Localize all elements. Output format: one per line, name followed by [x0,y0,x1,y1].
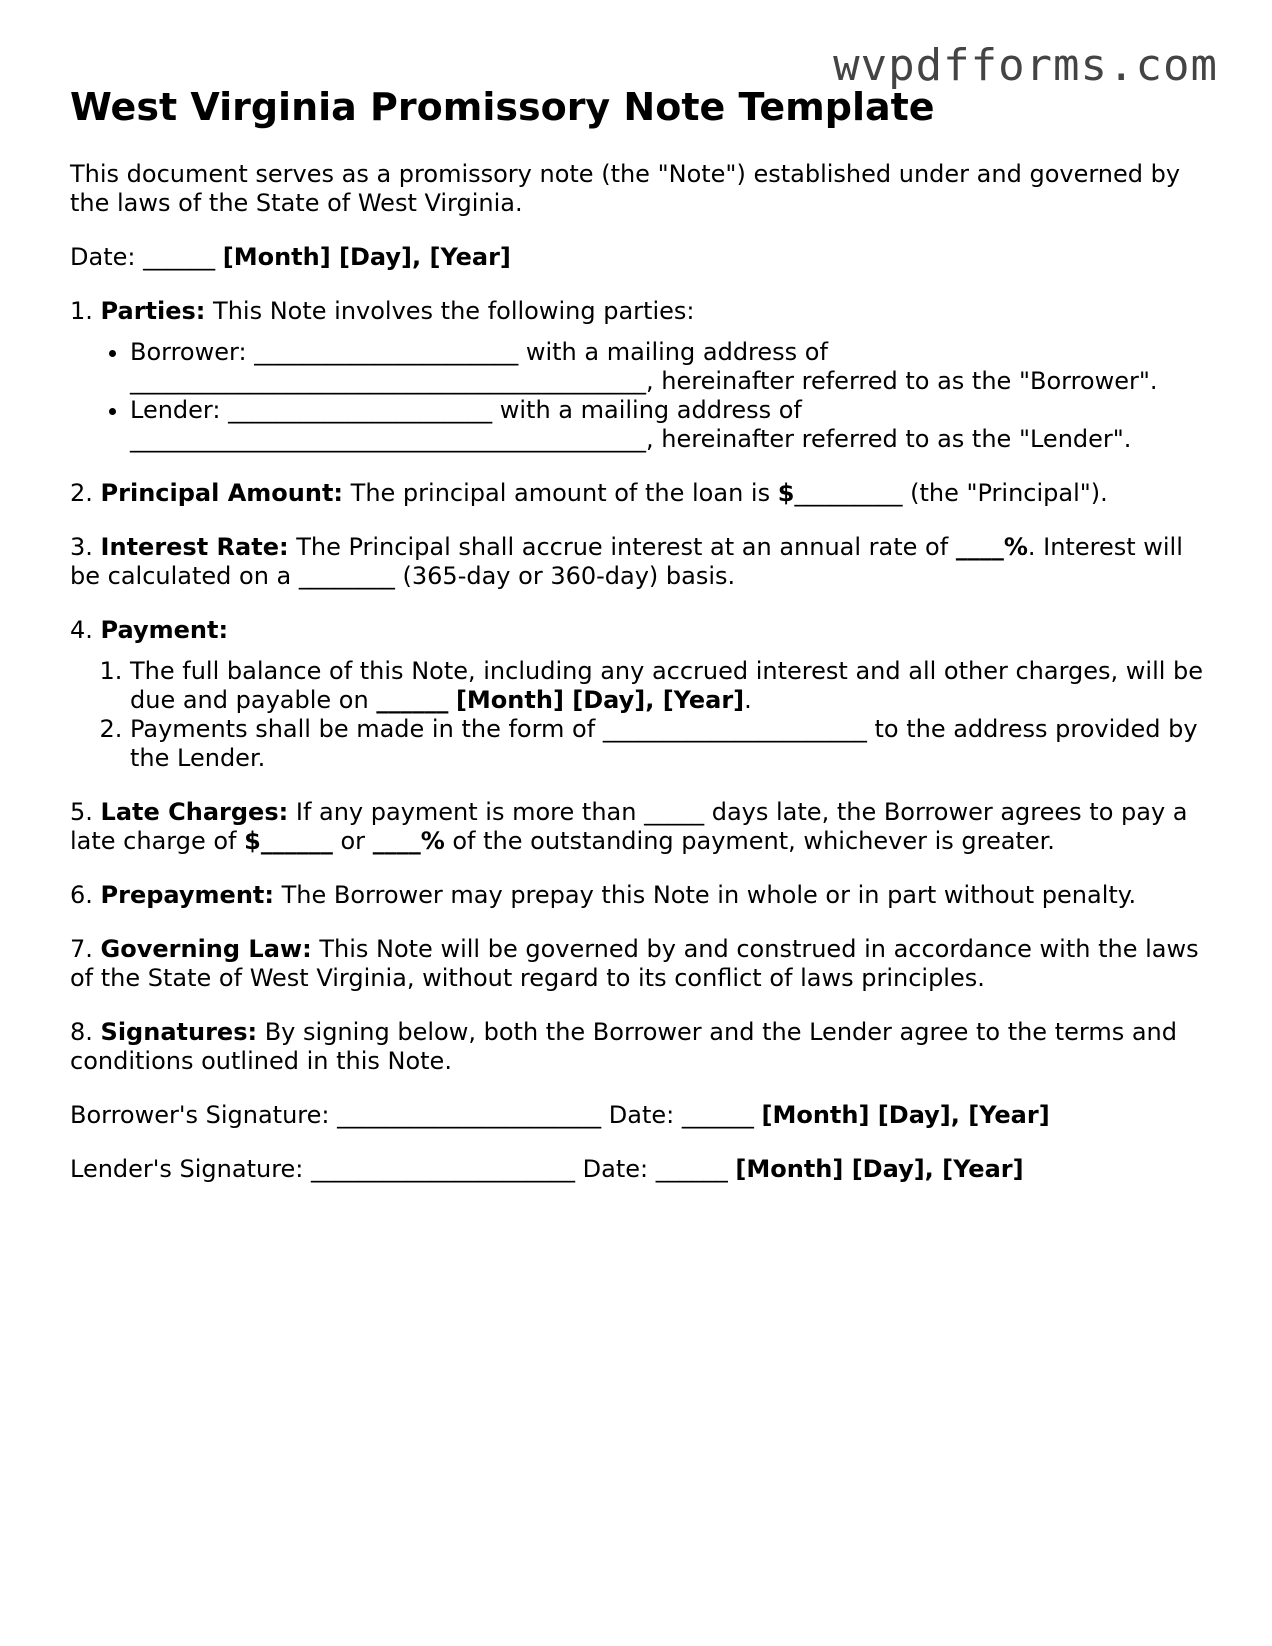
due-date-blank[interactable]: ______ [376,686,449,714]
document-page [70,84,1210,1209]
borrower-address-blank[interactable]: ___________________________________________ [130,367,646,395]
section-text-2: days late, the Borrower agrees to pay a late charge of [70,798,1188,855]
rate-blank[interactable]: ____ [955,533,1004,561]
list-item-lender [130,396,1210,454]
borrower-signature-line [70,1101,1210,1130]
late-fee-blank[interactable]: $______ [244,827,333,855]
section-number: 3. [70,533,93,561]
borrower-mid-text: with a mailing address of [525,338,828,366]
date-line [70,243,1210,272]
lender-signature-blank[interactable]: ______________________ [311,1155,576,1183]
section-tail: of the outstanding payment, whichever is greater. [452,827,1055,855]
basis-blank[interactable]: ________ [298,562,395,590]
section-text: The Borrower may prepay this Note in whole or in part without penalty. [281,881,1137,909]
payment-due-text: The full balance of this Note, including any accrued interest and all other charges, will be due and payable on [130,657,1204,714]
intro-paragraph: This document serves as a promissory note (the "Note") established under and governed by the laws of the State of West Virginia. [70,160,1181,217]
section-prepayment [70,881,1210,910]
section-late-charges [70,798,1210,856]
section-heading: Governing Law: [100,935,312,963]
borrower-name-blank[interactable]: ______________________ [254,338,519,366]
lender-date-blank[interactable]: ______ [655,1155,728,1183]
section-parties [70,297,1210,326]
section-text: The Principal shall accrue interest at an annual rate of [296,533,949,561]
section-text: By signing below, both the Borrower and the Lender agree to the terms and conditions outlined in this Note. [70,1018,1177,1075]
section-payment [70,616,1210,645]
section-number: 6. [70,881,93,909]
date-value: [Month] [Day], [Year] [735,1155,1024,1183]
lender-name-blank[interactable]: ______________________ [228,396,493,424]
date-value: [Month] [Day], [Year] [222,243,511,271]
section-heading: Interest Rate: [100,533,289,561]
section-number: 2. [70,479,93,507]
section-governing-law [70,935,1210,993]
late-percent-blank[interactable]: ____% [372,827,445,855]
dollar-sign: $ [777,479,795,507]
section-signatures [70,1018,1210,1076]
borrower-label: Borrower: [130,338,247,366]
list-item-borrower [130,338,1210,396]
section-heading: Signatures: [100,1018,258,1046]
borrower-signature-blank[interactable]: ______________________ [337,1101,602,1129]
lender-mid-text: with a mailing address of [499,396,802,424]
payment-list [70,657,1210,773]
lender-signature-line [70,1155,1210,1184]
lender-tail-text: , hereinafter referred to as the "Lender". [646,425,1132,453]
section-principal [70,479,1210,508]
borrower-tail-text: , hereinafter referred to as the "Borrower". [646,367,1158,395]
date-blank[interactable]: ______ [143,243,216,271]
lender-address-blank[interactable]: ___________________________________________ [130,425,646,453]
section-heading: Payment: [100,616,229,644]
borrower-date-blank[interactable]: ______ [681,1101,754,1129]
lender-label: Lender: [130,396,221,424]
date-label: Date: [582,1155,649,1183]
section-tail: (365-day or 360-day) basis. [402,562,736,590]
watermark: wvpdfforms.com [833,40,1218,91]
percent-sign: % [1003,533,1028,561]
date-label: Date: [70,243,136,271]
days-blank[interactable]: _____ [644,798,705,826]
principal-blank[interactable]: _________ [794,479,903,507]
section-interest [70,533,1210,591]
list-item-payment-form [130,715,1210,773]
section-text: If any payment is more than [295,798,637,826]
section-heading: Late Charges: [100,798,289,826]
date-value: [Month] [Day], [Year] [761,1101,1050,1129]
section-text: This Note will be governed by and construed in accordance with the laws of the State of West Virginia, without regard to its conflict of laws principles. [70,935,1199,992]
section-text: The principal amount of the loan is [350,479,771,507]
section-number: 4. [70,616,93,644]
section-number: 5. [70,798,93,826]
section-number: 7. [70,935,93,963]
section-text-2: . Interest will be calculated on a [70,533,1183,590]
list-item-due-date [130,657,1210,715]
borrower-signature-label: Borrower's Signature: [70,1101,330,1129]
section-tail: (the "Principal"). [910,479,1108,507]
section-number: 1. [70,297,93,325]
date-label: Date: [608,1101,675,1129]
section-heading: Prepayment: [100,881,274,909]
payment-form-blank[interactable]: ______________________ [602,715,867,743]
lender-signature-label: Lender's Signature: [70,1155,304,1183]
payment-form-tail: to the address provided by the Lender. [130,715,1198,772]
section-number: 8. [70,1018,93,1046]
document-title: West Virginia Promissory Note Template [70,85,935,129]
payment-form-text: Payments shall be made in the form of [130,715,596,743]
parties-list [70,338,1210,454]
period: . [744,686,752,714]
section-heading: Principal Amount: [100,479,344,507]
or-text: or [340,827,366,855]
section-heading: Parties: [100,297,206,325]
due-date-value: [Month] [Day], [Year] [455,686,745,714]
section-text: This Note involves the following parties: [213,297,695,325]
